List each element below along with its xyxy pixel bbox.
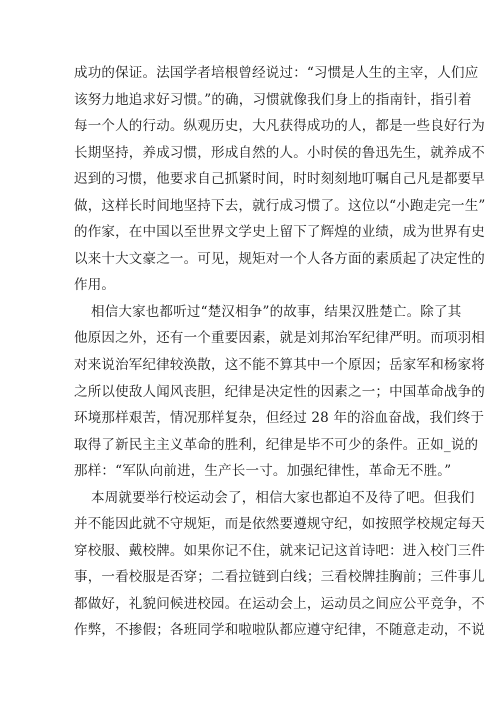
text-line: 相信大家也都听过“楚汉相争”的故事，结果汉胜楚亡。除了其 [91, 303, 462, 320]
text-line: 以来十大文豪之一。可见，规矩对一个人各方面的素质起了决定性的 [74, 250, 485, 267]
text-line: 做，这样长时间地坚持下去，就行成习惯了。这位以“小跑走完一生” [74, 197, 486, 214]
paragraph-3 [74, 485, 485, 644]
text-line: 长期坚持，养成习惯，形成自然的人。小时侯的鲁迅先生，就养成不 [74, 144, 485, 161]
text-line: 对来说治军纪律较涣散，这不能不算其中一个原因；岳家军和杨家将 [74, 357, 485, 374]
paragraph-2 [74, 299, 485, 485]
text-line: 作弊，不掺假；各班同学和啦啦队都应遵守纪律，不随意走动，不说 [74, 622, 485, 639]
text-line: 穿校服、戴校牌。如果你记不住，就来记记这首诗吧：进入校门三件 [74, 542, 485, 559]
text-line: 并不能因此就不守规矩，而是依然要遵规守纪，如按照学校规定每天 [74, 516, 485, 533]
text-line: 事，一看校服是否穿；二看拉链到白线；三看校牌挂胸前；三件事儿 [74, 569, 485, 586]
paragraph-1 [74, 60, 486, 299]
text-line: 该努力地追求好习惯。”的确，习惯就像我们身上的指南针，指引着 [74, 91, 472, 108]
text-line: 成功的保证。法国学者培根曾经说过：“习惯是人生的主宰，人们应 [74, 65, 479, 81]
document-body [74, 60, 486, 644]
text-line: 作用。 [74, 277, 116, 294]
text-line: 本周就要举行校运动会了，相信大家也都迫不及待了吧。但我们 [91, 489, 475, 506]
text-line: 每一个人的行动。纵观历史，大凡获得成功的人，都是一些良好行为 [74, 118, 485, 135]
text-line: 他原因之外，还有一个重要因素，就是刘邦治军纪律严明。而项羽相 [74, 330, 485, 347]
text-line: 的作家，在中国以至世界文学史上留下了辉煌的业绩，成为世界有史 [74, 224, 485, 241]
text-line: 环境那样艰苦，情况那样复杂，但经过 28 年的浴血奋战，我们终于 [74, 410, 485, 427]
text-line: 迟到的习惯，他要求自己抓紧时间，时时刻刻地叮嘱自己凡是都要早 [74, 171, 485, 188]
text-line: 之所以使敌人闻风丧胆，纪律是决定性的因素之一；中国革命战争的 [74, 383, 485, 400]
text-line: 取得了新民主主义革命的胜利，纪律是毕不可少的条件。正如_说的 [74, 436, 479, 453]
text-line: 那样：“军队向前进，生产长一寸。加强纪律性，革命无不胜。” [74, 463, 452, 480]
text-line: 都做好，礼貌问候进校园。在运动会上，运动员之间应公平竞争，不 [74, 595, 485, 612]
